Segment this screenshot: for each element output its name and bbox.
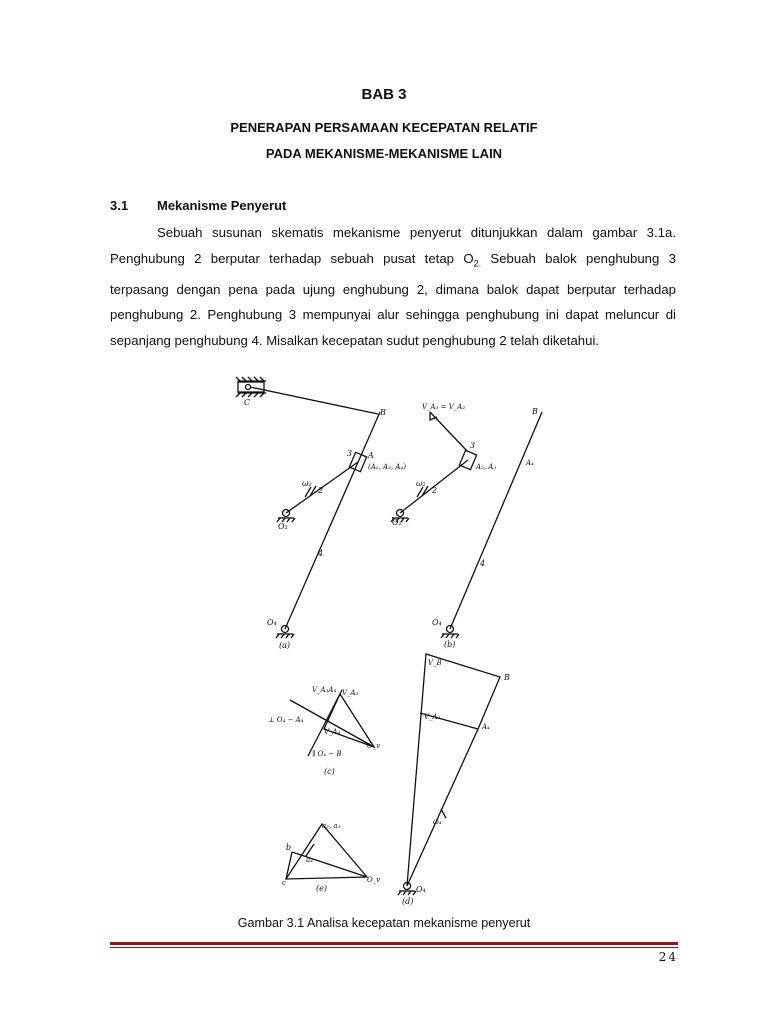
figure-e-label-c: c xyxy=(282,879,286,887)
paragraph-subscript: 2. xyxy=(473,258,482,269)
figure-e-label-ov: O_v xyxy=(367,876,381,884)
figure-d-velocity-polygon xyxy=(407,654,500,886)
figure-b-label-4: 4 xyxy=(480,559,486,568)
figure-a-label-b: B xyxy=(380,408,386,417)
paragraph-text-2: Sebuah balok penghubung 3 terpasang dengan pena pada ujung enghubung 2, dimana balok dapat berputar terhadap penghubung 2. Penghubung 3 mempunyai alur sehingga penghubung ini dapat meluncur di sepanjang penghubung 4. Misalkan kecepatan sudut penghubung 2 telah diketahui. xyxy=(110,250,676,348)
figure-c-label-va4: V_A₄ xyxy=(324,728,341,736)
footer-rule-thin xyxy=(110,947,678,948)
figure-b-link-4 xyxy=(450,412,542,629)
figure-b-label-o2: O₂ xyxy=(392,518,402,527)
figure-d-label-b: B xyxy=(504,673,510,682)
figure-a-link-5 xyxy=(250,387,378,414)
figure-c-label-perp: ⊥ O₄ − A₄ xyxy=(268,716,304,724)
figure-b-label-a4: A₄ xyxy=(526,459,534,467)
figure-a-label-a: A xyxy=(368,451,374,460)
section-title: Mekanisme Penyerut xyxy=(157,198,287,213)
figure-d-caption: (d) xyxy=(402,897,414,906)
figure-b-label-omega2: ω₂ xyxy=(416,479,426,488)
figure-b-caption: (b) xyxy=(444,640,456,649)
figure-e-velocity-polygon xyxy=(286,824,367,879)
figure-a-label-a234: (A₂, A₃, A₄) xyxy=(368,463,406,471)
chapter-title-line-1: PENERAPAN PERSAMAAN KECEPATAN RELATIF xyxy=(230,120,538,135)
figure-a-label-2: 2 xyxy=(318,486,324,495)
chapter-heading: BAB 3 xyxy=(361,86,407,103)
figure-a-label-c: C xyxy=(244,398,251,407)
figure-c-caption: (c) xyxy=(324,767,335,776)
figure-c-velocity-triangle xyxy=(324,694,374,747)
mechanism-figure xyxy=(230,374,560,914)
figure-e-caption: (e) xyxy=(316,884,327,893)
figure-e-label-a4: a₄ xyxy=(306,856,313,864)
figure-b-label-velocity: V_A₃ = V_A₂ xyxy=(422,403,466,411)
figure-c-label-va3: V_A₃ xyxy=(342,689,359,697)
figure-a-pivot-o4 xyxy=(276,626,294,639)
figure-c-label-parallel: ∥ O₄ − B xyxy=(312,750,342,758)
figure-d-label-vb: V_B xyxy=(428,659,442,667)
figure-a-pivot-o2 xyxy=(277,510,295,523)
figure-a-caption: (a) xyxy=(279,641,291,650)
figure-c-label-ov: O_v xyxy=(367,742,381,750)
figure-d-label-va4: V_A₄ xyxy=(424,713,441,721)
figure-c-label-va3a4: V_A₃A₄ xyxy=(312,686,337,694)
figure-d-label-a4: A₄ xyxy=(482,723,490,731)
figure-a-link-4 xyxy=(285,412,380,629)
figure-b-label-o4: O₄ xyxy=(432,618,442,627)
body-paragraph xyxy=(110,220,676,353)
figure-a-label-omega2: ω₂ xyxy=(302,479,312,488)
figure-caption: Gambar 3.1 Analisa kecepatan mekanisme penyerut xyxy=(237,916,531,930)
figure-e-label-a23: a₂, a₃ xyxy=(322,822,341,830)
figure-b-label-2: 2 xyxy=(432,486,438,495)
page-number: 24 xyxy=(658,950,678,964)
figure-d-label-o4: O₄ xyxy=(416,885,426,894)
figure-a-label-4: 4 xyxy=(318,549,324,558)
figure-a-label-3: 3 xyxy=(347,449,353,458)
figure-a-label-o4: O₄ xyxy=(267,618,277,627)
figure-b-label-b: B xyxy=(532,407,538,416)
figure-b-label-3: 3 xyxy=(470,441,476,450)
section-number: 3.1 xyxy=(110,198,129,213)
chapter-title-line-2: PADA MEKANISME-MEKANISME LAIN xyxy=(265,146,503,161)
figure-b-label-a23: A₂, A₃ xyxy=(476,463,497,471)
figure-d-label-omega4: ω₄ xyxy=(433,818,442,826)
figure-a-label-o2: O₂ xyxy=(278,522,288,531)
paragraph-text-1: Sebuah susunan skematis mekanisme penyerut ditunjukkan dalam gambar 3.1a. Penghubung 2 berputar terhadap sebuah pusat tetap O xyxy=(110,225,676,266)
figure-e-label-b: b xyxy=(286,843,292,852)
footer-rule-thick xyxy=(110,942,678,945)
